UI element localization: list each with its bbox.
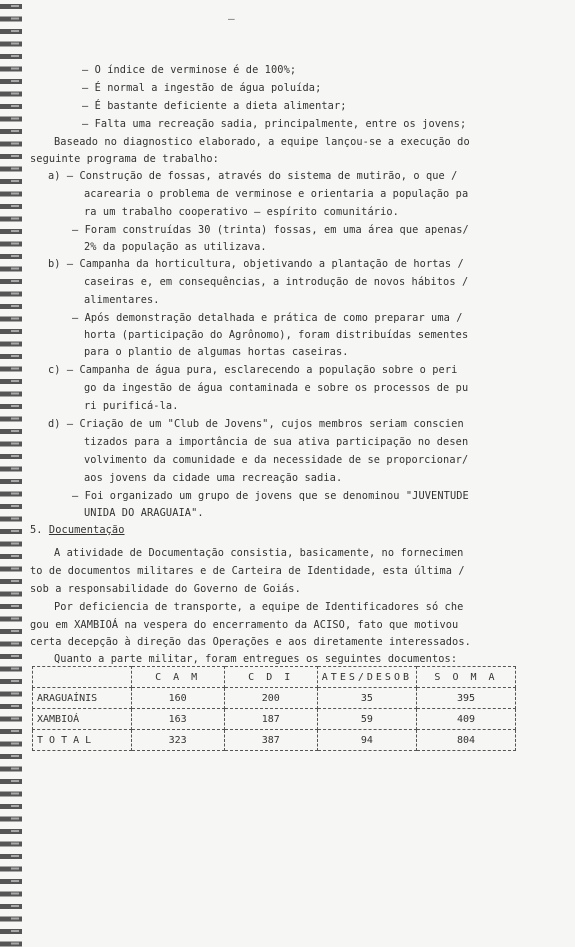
spiral-binding	[0, 0, 22, 947]
text-line: aos jovens da cidade uma recreação sadia.	[84, 472, 343, 484]
text-line: seguinte programa de trabalho:	[30, 153, 219, 165]
text-line: horta (participação do Agrônomo), foram distribuídas sementes	[84, 329, 469, 341]
table-row	[33, 709, 516, 730]
text-line: para o plantio de algumas hortas caseiras.	[84, 346, 349, 358]
table-cell: ARAGUAÍNIS	[33, 688, 132, 709]
text-line: – É bastante deficiente a dieta alimentar;	[82, 100, 347, 112]
text-line: Quanto a parte militar, foram entregues os seguintes documentos:	[54, 653, 458, 665]
table-cell: 387	[224, 730, 317, 751]
section-number: 5.	[30, 524, 43, 536]
section-heading	[30, 523, 125, 537]
page-mark: –	[228, 12, 235, 25]
section-title: Documentação	[48, 524, 125, 536]
text-line: acarearia o problema de verminose e orientaria a população pa	[84, 188, 469, 200]
text-line: UNIDA DO ARAGUAIA".	[84, 507, 204, 519]
table-cell: 409	[417, 709, 516, 730]
table-cell: 200	[224, 688, 317, 709]
text-line: ri purificá-la.	[84, 400, 179, 412]
table-row	[33, 688, 516, 709]
text-line: caseiras e, em consequências, a introdução de novos hábitos /	[84, 276, 469, 288]
table-cell: 187	[224, 709, 317, 730]
table-cell: 395	[417, 688, 516, 709]
table-cell: 163	[131, 709, 224, 730]
text-line: go da ingestão de água contaminada e sobre os processos de pu	[84, 382, 469, 394]
text-line: a) – Construção de fossas, através do sistema de mutirão, o que /	[48, 170, 458, 182]
text-line: sob a responsabilidade do Governo de Goiás.	[30, 583, 301, 595]
text-line: – Após demonstração detalhada e prática de como preparar uma /	[72, 312, 463, 324]
text-line: Por deficiencia de transporte, a equipe de Identificadores só che	[54, 601, 464, 613]
table-header-cell: ATES/DESOB	[317, 667, 416, 688]
text-line: 2% da população as utilizava.	[84, 241, 267, 253]
text-line: certa decepção à direção das Operações e aos diretamente interessados.	[30, 636, 471, 648]
text-line: tizados para a importância de sua ativa participação no desen	[84, 436, 469, 448]
table-header-cell	[33, 667, 132, 688]
table-header-cell: C D I	[224, 667, 317, 688]
text-line: volvimento da comunidade e da necessidade de se proporcionar/	[84, 454, 469, 466]
text-line: alimentares.	[84, 294, 160, 306]
table-cell: 94	[317, 730, 416, 751]
table-header-cell: S O M A	[417, 667, 516, 688]
table-row	[33, 730, 516, 751]
table-cell: 323	[131, 730, 224, 751]
table-cell: 35	[317, 688, 416, 709]
table-cell: T O T A L	[33, 730, 132, 751]
table-cell: 160	[131, 688, 224, 709]
text-line: – Falta uma recreação sadia, principalmente, entre os jovens;	[82, 118, 467, 130]
text-line: d) – Criação de um "Club de Jovens", cujos membros seriam conscien	[48, 418, 464, 430]
table-header-cell: C A M	[131, 667, 224, 688]
documents-table	[32, 666, 516, 751]
text-line: to de documentos militares e de Carteira de Identidade, esta última /	[30, 565, 465, 577]
table-cell: XAMBIOÁ	[33, 709, 132, 730]
text-line: ra um trabalho cooperativo – espírito comunitário.	[84, 206, 399, 218]
text-line: c) – Campanha de água pura, esclarecendo a população sobre o peri	[48, 364, 458, 376]
text-line: b) – Campanha da horticultura, objetivando a plantação de hortas /	[48, 258, 464, 270]
table-header-row	[33, 667, 516, 688]
text-line: Baseado no diagnostico elaborado, a equipe lançou-se a execução do	[54, 136, 470, 148]
table-cell: 804	[417, 730, 516, 751]
text-line: A atividade de Documentação consistia, basicamente, no fornecimen	[54, 547, 464, 559]
text-line: – É normal a ingestão de água poluída;	[82, 82, 322, 94]
text-line: – Foi organizado um grupo de jovens que se denominou "JUVENTUDE	[72, 490, 469, 502]
text-line: – Foram construídas 30 (trinta) fossas, em uma área que apenas/	[72, 224, 469, 236]
text-line: – O índice de verminose é de 100%;	[82, 64, 297, 76]
text-line: gou em XAMBIOÁ na vespera do encerramento da ACISO, fato que motivou	[30, 619, 459, 631]
table-cell: 59	[317, 709, 416, 730]
